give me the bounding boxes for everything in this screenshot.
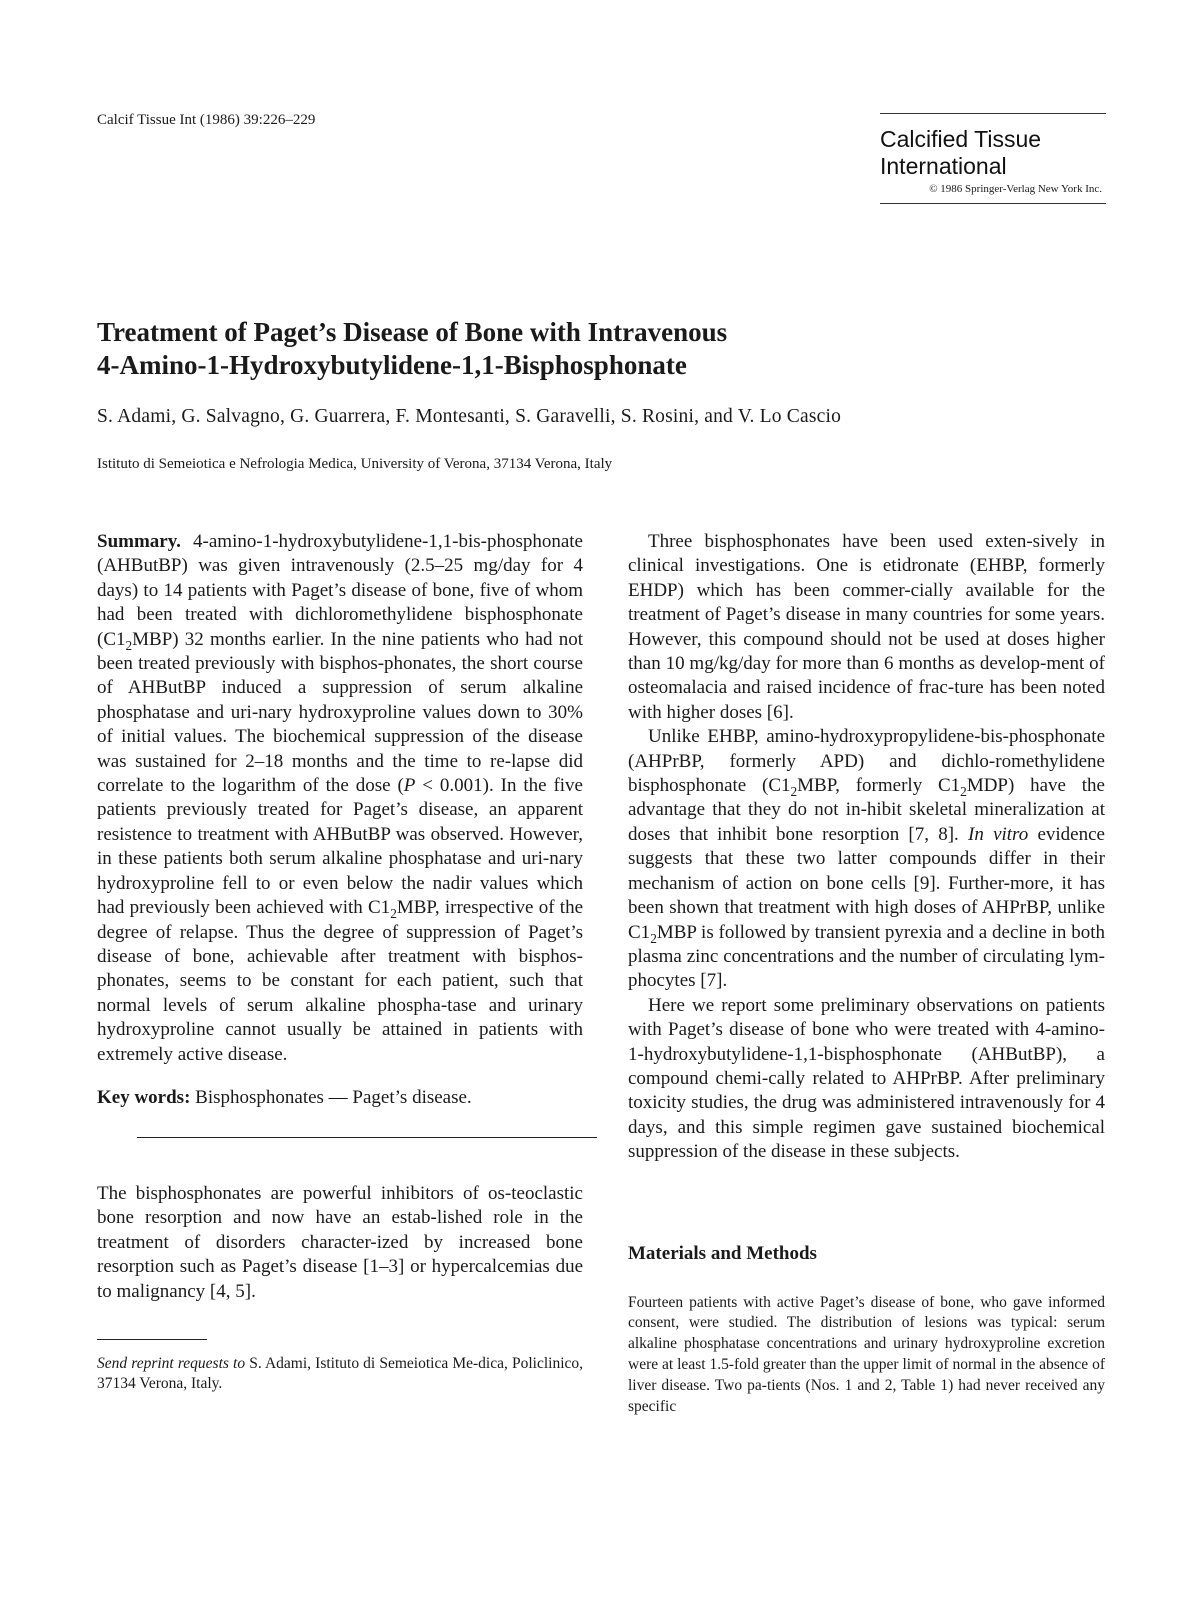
subscript-2: 2 bbox=[790, 783, 798, 799]
intro-paragraph-3: Here we report some preliminary observations on patients with Paget’s disease of bone who were treated with 4-amino-1-hydroxybutylidene-1,1-bisphosphonate (AHButBP), a compound chemi-cally related to AHPrBP. After preliminary toxicity studies, the drug was administered intravenously for 4 days, and this simple regimen gave sustained biochemical suppression of the disease in these subjects. bbox=[628, 994, 1105, 1163]
subscript-2: 2 bbox=[650, 930, 657, 946]
left-column bbox=[97, 530, 583, 1409]
author-list: S. Adami, G. Salvagno, G. Guarrera, F. Montesanti, S. Garavelli, S. Rosini, and V. Lo Cascio bbox=[97, 406, 842, 427]
para2-text-e: MBP is followed by transient pyrexia and a decline in both plasma zinc concentrations and the number of circulating lym-phocytes [7]. bbox=[628, 921, 1105, 992]
copyright-notice: © 1986 Springer-Verlag New York Inc. bbox=[929, 183, 1102, 195]
summary-text-1: 4-amino-1-hydroxybutylidene-1,1-bis-phosphonate (AHButBP) was given intravenously (2.5–25 mg/day for 4 days) to 14 patients with Paget’s disease of bone, five of whom had been treated with dichloromethylidene bisphosphonate (C1 bbox=[97, 531, 583, 650]
para2-text-b: MBP, formerly C1 bbox=[797, 775, 961, 797]
intro-paragraph: The bisphosphonates are powerful inhibitors of os-teoclastic bone resorption and now have an estab-lished role in the treatment of disorders character-ized by increased bone resorption such as Paget’s disease [1–3] or hypercalcemias due to malignancy [4, 5]. bbox=[97, 1182, 583, 1302]
journal-masthead bbox=[880, 113, 1106, 204]
footnote-text: S. Adami, Istituto di Semeiotica Me-dica, Policlinico, 37134 Verona, Italy. bbox=[97, 1354, 583, 1392]
keywords-label: Key words: bbox=[97, 1086, 191, 1108]
para2-text-a: Unlike EHBP, amino-hydroxypropylidene-bis-phosphonate (AHPrBP, formerly APD) and dichlo-romethylidene bisphosphonate (C1 bbox=[628, 726, 1105, 797]
summary-text-4: MBP, irrespective of the degree of relapse. Thus the degree of suppression of Paget’s disease of bone, achievable after treatment with bisphos-phonates, seems to be constant for each patient, such that normal levels of serum alkaline phospha-tase and urinary hydroxyproline cannot usually be attained in patients with extremely active disease. bbox=[97, 897, 583, 1065]
in-vitro-italic: In vitro bbox=[968, 823, 1029, 845]
subscript-2: 2 bbox=[125, 637, 133, 653]
p-value-symbol: P bbox=[403, 775, 416, 797]
summary-text-2: MBP) 32 months earlier. In the nine patients who had not been treated previously with bisphos-phonates, the short course of AHButBP induced a suppression of serum alkaline phosphatase and uri-nary hydroxyproline values down to 30% of initial values. The biochemical suppression of the disease was sustained for 2–18 months and the time to re-lapse did correlate to the logarithm of the dose ( bbox=[97, 628, 583, 797]
title-line-2: 4-Amino-1-Hydroxybutylidene-1,1-Bisphosphonate bbox=[97, 350, 687, 380]
reprint-footnote bbox=[97, 1354, 583, 1394]
methods-paragraph: Fourteen patients with active Paget’s disease of bone, who gave informed consent, were studied. The distribution of lesions was typical: serum alkaline phosphatase concentrations and urinary hydroxyproline excretion were at least 1.5-fold greater than the upper limit of normal in the absence of liver disease. Two pa-tients (Nos. 1 and 2, Table 1) had never received any specific bbox=[628, 1293, 1105, 1415]
keywords-line bbox=[97, 1087, 583, 1109]
affiliation: Istituto di Semeiotica e Nefrologia Medica, University of Verona, 37134 Verona, Italy bbox=[97, 456, 613, 472]
intro-paragraph-2 bbox=[628, 725, 1105, 993]
title-line-1: Treatment of Paget’s Disease of Bone with Intravenous bbox=[97, 317, 728, 347]
para2-text-d: evidence suggests that these two latter compounds differ in their mechanism of action on bone cells [9]. Further-more, it has been shown that treatment with high doses of AHPrBP, unlike C1 bbox=[628, 823, 1105, 943]
subscript-2: 2 bbox=[390, 905, 397, 921]
summary-paragraph bbox=[97, 530, 583, 1067]
summary-label: Summary. bbox=[97, 531, 181, 552]
journal-name-line2: International bbox=[880, 153, 1007, 179]
journal-citation: Calcif Tissue Int (1986) 39:226–229 bbox=[97, 112, 316, 128]
summary-text-3: < 0.001). In the five patients previously treated for Paget’s disease, an apparent resistence to treatment with AHButBP was observed. However, in these patients both serum alkaline phosphatase and uri-nary hydroxyproline fell to or even below the nadir values which had previously been achieved with C1 bbox=[97, 775, 583, 919]
intro-paragraph-1: Three bisphosphonates have been used exten-sively in clinical investigations. One is etidronate (EHBP, formerly EHDP) which has been commer-cially available for the treatment of Paget’s disease in many countries for some years. However, this compound should not be used at doses higher than 10 mg/kg/day for more than 6 months as develop-ment of osteomalacia and raised incidence of frac-ture has been noted with higher doses [6]. bbox=[628, 531, 1105, 723]
journal-name-line1: Calcified Tissue bbox=[880, 126, 1042, 152]
footnote-rule bbox=[97, 1339, 207, 1340]
article-title bbox=[97, 316, 1097, 382]
keywords-text: Bisphosphonates — Paget’s disease. bbox=[190, 1086, 472, 1108]
subscript-2: 2 bbox=[960, 783, 967, 799]
right-column bbox=[628, 530, 1105, 1433]
para2-text-c: MDP) have the advantage that they do not in-hibit skeletal mineralization at doses that inhibit bone resorption [7, 8]. bbox=[628, 775, 1105, 845]
footnote-label: Send reprint requests to bbox=[97, 1354, 246, 1372]
section-heading-methods: Materials and Methods bbox=[628, 1242, 817, 1264]
section-divider bbox=[137, 1137, 597, 1138]
